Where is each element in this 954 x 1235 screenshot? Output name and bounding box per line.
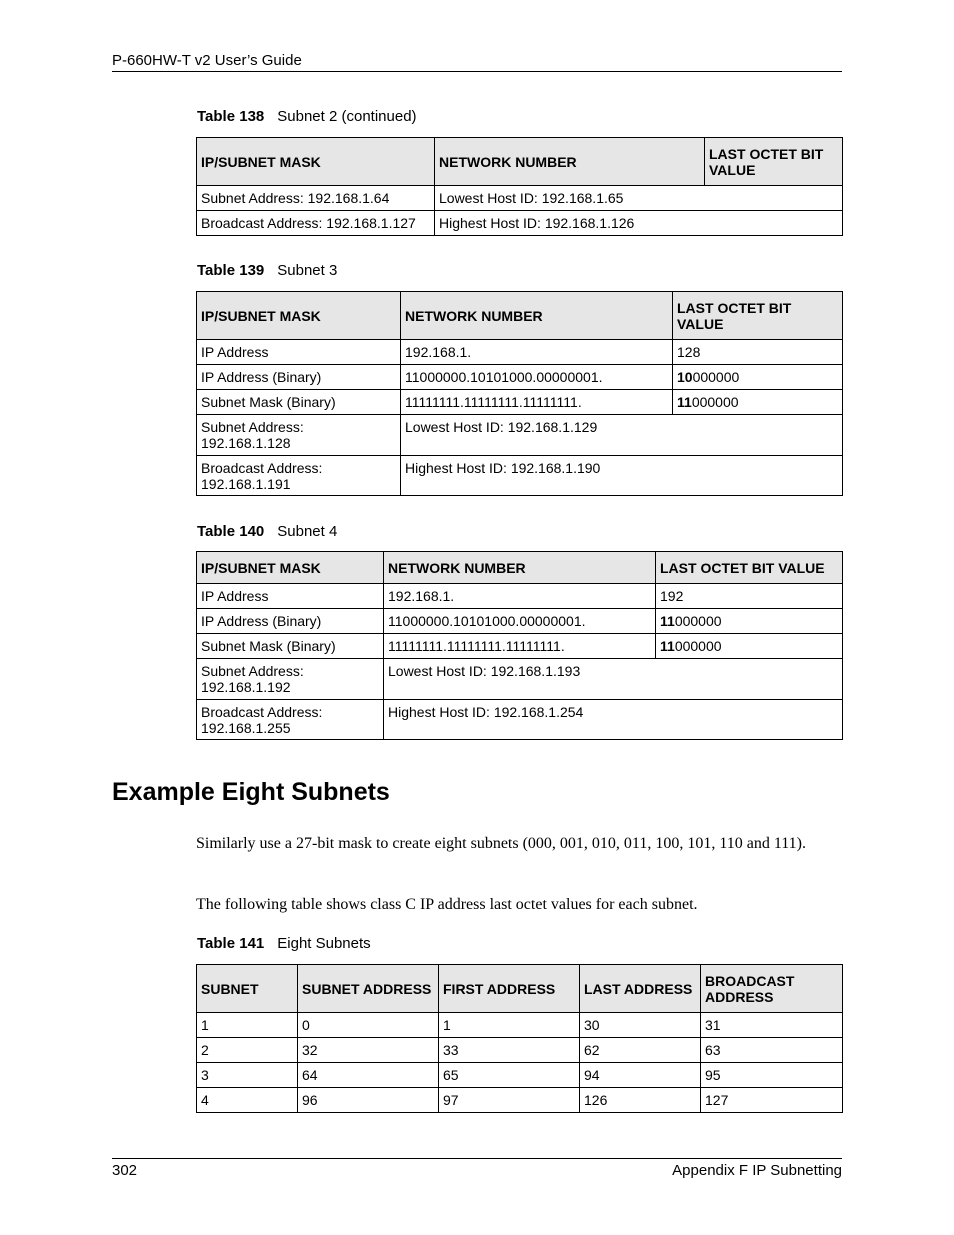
table-row <box>197 340 843 365</box>
header-rule <box>112 71 842 72</box>
table-cell: 62 <box>580 1038 701 1063</box>
table139 <box>196 291 843 496</box>
table-cell: Subnet Mask (Binary) <box>197 634 384 659</box>
table-cell: 63 <box>701 1038 843 1063</box>
table-cell: IP Address <box>197 584 384 609</box>
table-cell: 0 <box>298 1013 439 1038</box>
table-cell: 127 <box>701 1088 843 1113</box>
column-header: FIRST ADDRESS <box>439 965 580 1013</box>
table-cell: 11111111.11111111.11111111. <box>384 634 656 659</box>
table-header-row <box>197 138 843 186</box>
body-paragraph: Similarly use a 27-bit mask to create eight subnets (000, 001, 010, 011, 100, 101, 110 and 111). <box>196 835 806 852</box>
table-cell <box>656 609 843 634</box>
table-row <box>197 1063 843 1088</box>
table-cell: Broadcast Address: 192.168.1.255 <box>197 700 384 740</box>
table-row <box>197 609 843 634</box>
table-cell: 192.168.1. <box>401 340 673 365</box>
body-paragraph: The following table shows class C IP address last octet values for each subnet. <box>196 896 698 913</box>
column-header: LAST OCTET BIT VALUE <box>673 292 843 340</box>
running-header: P-660HW-T v2 User’s Guide <box>112 52 302 69</box>
table-cell: Highest Host ID: 192.168.1.190 <box>401 456 843 496</box>
bit-value-bold: 11 <box>660 638 675 654</box>
column-header: IP/SUBNET MASK <box>197 138 435 186</box>
table-row <box>197 659 843 700</box>
table-cell: Highest Host ID: 192.168.1.254 <box>384 700 843 740</box>
table-cell: 30 <box>580 1013 701 1038</box>
table-cell: Subnet Address: 192.168.1.128 <box>197 415 401 456</box>
table-row <box>197 634 843 659</box>
bit-value-rest: 000000 <box>692 369 740 385</box>
column-header: SUBNET <box>197 965 298 1013</box>
page-number: 302 <box>112 1162 138 1179</box>
table-cell: 11000000.10101000.00000001. <box>401 365 673 390</box>
bit-value-bold: 10 <box>677 369 693 385</box>
table-cell: Broadcast Address: 192.168.1.127 <box>197 211 435 236</box>
table140-label: Table 140 <box>197 523 265 540</box>
table-cell: 192 <box>656 584 843 609</box>
bit-value-rest: 000000 <box>691 394 739 410</box>
table139-caption <box>197 262 337 279</box>
table-cell: Subnet Mask (Binary) <box>197 390 401 415</box>
column-header: LAST ADDRESS <box>580 965 701 1013</box>
column-header: NETWORK NUMBER <box>401 292 673 340</box>
table-cell: 11000000.10101000.00000001. <box>384 609 656 634</box>
table-cell: 126 <box>580 1088 701 1113</box>
table138-caption <box>197 108 417 125</box>
table-cell: 31 <box>701 1013 843 1038</box>
table-cell <box>656 634 843 659</box>
bit-value-bold: 11 <box>660 613 675 629</box>
table-cell: 33 <box>439 1038 580 1063</box>
table-cell: 95 <box>701 1063 843 1088</box>
table-cell: 11111111.11111111.11111111. <box>401 390 673 415</box>
table-cell: 96 <box>298 1088 439 1113</box>
table-row <box>197 584 843 609</box>
table-row <box>197 456 843 496</box>
table-cell: Lowest Host ID: 192.168.1.193 <box>384 659 843 700</box>
table-cell: 3 <box>197 1063 298 1088</box>
table-cell: Lowest Host ID: 192.168.1.65 <box>435 186 843 211</box>
table141-label: Table 141 <box>197 935 265 952</box>
section-heading: Example Eight Subnets <box>112 778 390 806</box>
table-cell: Lowest Host ID: 192.168.1.129 <box>401 415 843 456</box>
column-header: IP/SUBNET MASK <box>197 292 401 340</box>
table-row <box>197 390 843 415</box>
table-row <box>197 1013 843 1038</box>
bit-value-rest: 000000 <box>674 613 722 629</box>
table-header-row <box>197 552 843 584</box>
table-cell: 192.168.1. <box>384 584 656 609</box>
table-row <box>197 700 843 740</box>
column-header: NETWORK NUMBER <box>384 552 656 584</box>
table139-label: Table 139 <box>197 262 265 279</box>
table-row <box>197 415 843 456</box>
table-cell: 128 <box>673 340 843 365</box>
table141 <box>196 964 843 1113</box>
bit-value-rest: 000000 <box>674 638 722 654</box>
table-cell: IP Address (Binary) <box>197 609 384 634</box>
table-cell: IP Address <box>197 340 401 365</box>
table140-title: Subnet 4 <box>277 523 338 540</box>
table-cell: 1 <box>197 1013 298 1038</box>
column-header: IP/SUBNET MASK <box>197 552 384 584</box>
table-cell: 1 <box>439 1013 580 1038</box>
table-row <box>197 186 843 211</box>
table-cell: 65 <box>439 1063 580 1088</box>
column-header: BROADCAST ADDRESS <box>701 965 843 1013</box>
table-cell: 32 <box>298 1038 439 1063</box>
table-cell: 2 <box>197 1038 298 1063</box>
table-cell <box>673 365 843 390</box>
column-header: LAST OCTET BIT VALUE <box>705 138 843 186</box>
table-cell: Highest Host ID: 192.168.1.126 <box>435 211 843 236</box>
column-header: NETWORK NUMBER <box>435 138 705 186</box>
table-cell: IP Address (Binary) <box>197 365 401 390</box>
footer-section-title: Appendix F IP Subnetting <box>672 1162 842 1179</box>
table-row <box>197 365 843 390</box>
column-header: SUBNET ADDRESS <box>298 965 439 1013</box>
column-header: LAST OCTET BIT VALUE <box>656 552 843 584</box>
table-row <box>197 211 843 236</box>
footer-rule <box>112 1158 842 1159</box>
table141-caption <box>197 935 371 952</box>
table138 <box>196 137 843 236</box>
table-row <box>197 1088 843 1113</box>
table-cell: Subnet Address: 192.168.1.64 <box>197 186 435 211</box>
table-header-row <box>197 292 843 340</box>
table-cell: Subnet Address: 192.168.1.192 <box>197 659 384 700</box>
table141-title: Eight Subnets <box>277 935 371 952</box>
table-cell: 64 <box>298 1063 439 1088</box>
table140-caption <box>197 523 337 540</box>
table-cell: 94 <box>580 1063 701 1088</box>
table-cell: 4 <box>197 1088 298 1113</box>
table-header-row <box>197 965 843 1013</box>
table-cell: Broadcast Address: 192.168.1.191 <box>197 456 401 496</box>
table-cell <box>673 390 843 415</box>
bit-value-bold: 11 <box>677 394 692 410</box>
table138-label: Table 138 <box>197 108 265 125</box>
table-row <box>197 1038 843 1063</box>
table138-title: Subnet 2 (continued) <box>277 108 417 125</box>
table-cell: 97 <box>439 1088 580 1113</box>
table139-title: Subnet 3 <box>277 262 338 279</box>
table140 <box>196 551 843 740</box>
